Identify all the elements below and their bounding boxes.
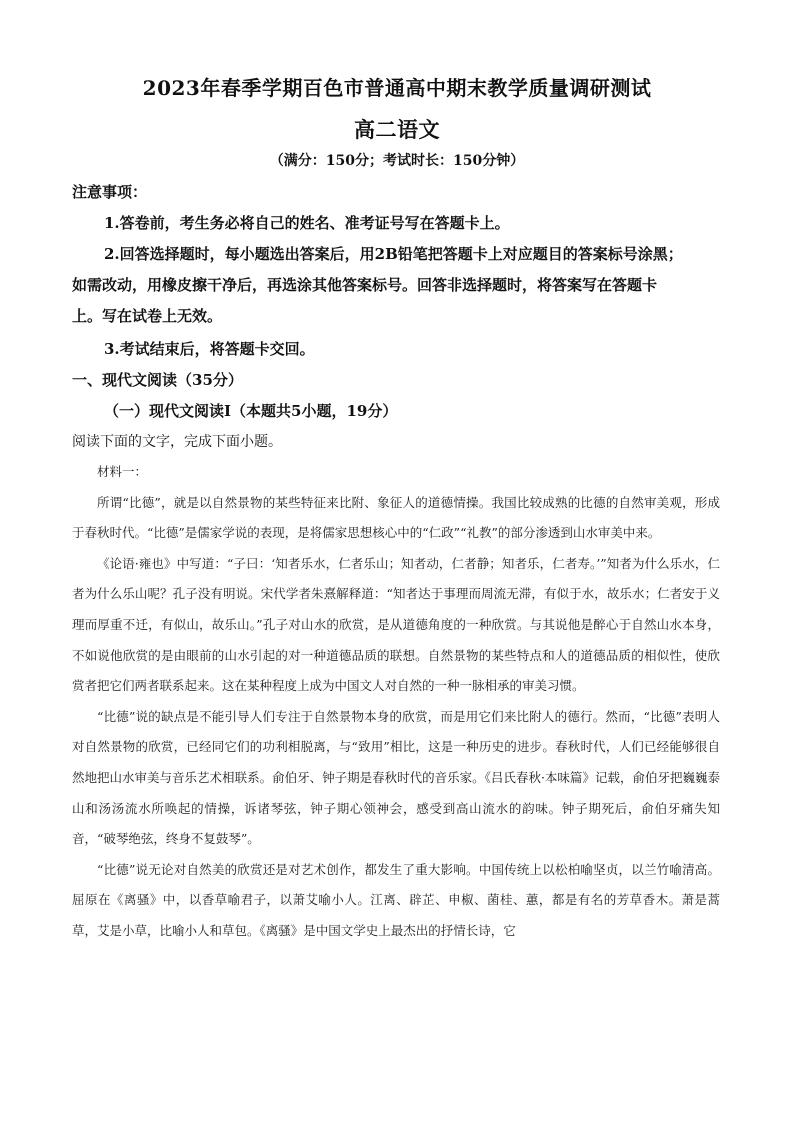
notice-item-3: 3.考试结束后，将答题卡交回。	[104, 340, 315, 358]
material-paragraph: “比德”说无论对自然美的欣赏还是对艺术创作，都发生了重大影响。中国传统上以松柏喻坚贞，以兰竹喻清高。屈原在《离骚》中，以香草喻君子，以萧艾喻小人。江离、辟芷、申椒、菌桂、蕙，都是有名的芳草香木。萧是蒿草，艾是小草，比喻小人和草包。《离骚》是中国文学史上最杰出的抒情长诗，它	[72, 861, 720, 938]
notice-item-2-line-1: 2.回答选择题时，每小题选出答案后，用2B铅笔把答题卡上对应题目的答案标号涂黑；	[104, 245, 683, 263]
section-heading: 一、现代文阅读（35分）	[72, 371, 243, 389]
exam-subject: 高二语文	[354, 117, 440, 142]
material-paragraph: “比德”说的缺点是不能引导人们专注于自然景物本身的欣赏，而是用它们来比附人的德行。然而，“比德”表明人对自然景物的欣赏，已经同它们的功利相脱离，与“致用”相比，这是一种历史的进步。春秋时代，人们已经能够很自然地把山水审美与音乐艺术相联系。俞伯牙、钟子期是春秋时代的音乐家。《吕氏春秋·本味篇》记载，俞伯牙把巍巍泰山和汤汤流水所唤起的情操，诉诸琴弦，钟子期心领神会，感受到高山流水的韵味。钟子期死后，俞伯牙痛失知音，“破琴绝弦，终身不复鼓琴”。	[72, 708, 720, 847]
exam-title: 2023年春季学期百色市普通高中期末教学质量调研测试	[142, 76, 652, 100]
score-info: （满分：150分；考试时长：150分钟）	[269, 153, 525, 169]
material-paragraph: 所谓“比德”，就是以自然景物的某些特征来比附、象征人的道德情操。我国比较成熟的比德的自然审美观，形成于春秋时代。“比德”是儒家学说的表现，是将儒家思想核心中的“仁政”“礼教”的部分渗透到山水审美中来。	[72, 494, 720, 541]
notice-item-1: 1.答卷前，考生务必将自己的姓名、准考证号写在答题卡上。	[104, 214, 510, 232]
section-subheading: （一）现代文阅读Ⅰ（本题共5小题，19分）	[104, 402, 398, 420]
material-paragraph: 《论语·雍也》中写道：“子曰：‘知者乐水，仁者乐山；知者动，仁者静；知者乐，仁者寿。’”知者为什么乐水，仁者为什么乐山呢？孔子没有明说。宋代学者朱熹解释道：“知者达于事理而周流无滞，有似于水，故乐水；仁者安于义理而厚重不迁，有似山，故乐山。”孔子对山水的欣赏，是从道德角度的一种欣赏。与其说他是醉心于自然山水本身，不如说他欣赏的是由眼前的山水引起的对一种道德品质的联想。自然景物的某些特点和人的道德品质的相似性，使欣赏者把它们两者联系起来。这在某种程度上成为中国文人对自然的一种一脉相承的审美习惯。	[72, 555, 720, 694]
material-label: 材料一：	[97, 464, 148, 479]
notice-heading: 注意事项：	[72, 183, 148, 201]
notice-item-2-line-3: 上。写在试卷上无效。	[72, 307, 223, 325]
material-body	[72, 457, 720, 947]
reading-instruction: 阅读下面的文字，完成下面小题。	[72, 434, 282, 450]
notice-item-2-line-2: 如需改动，用橡皮擦干净后，再选涂其他答案标号。回答非选择题时，将答案写在答题卡	[72, 276, 658, 294]
